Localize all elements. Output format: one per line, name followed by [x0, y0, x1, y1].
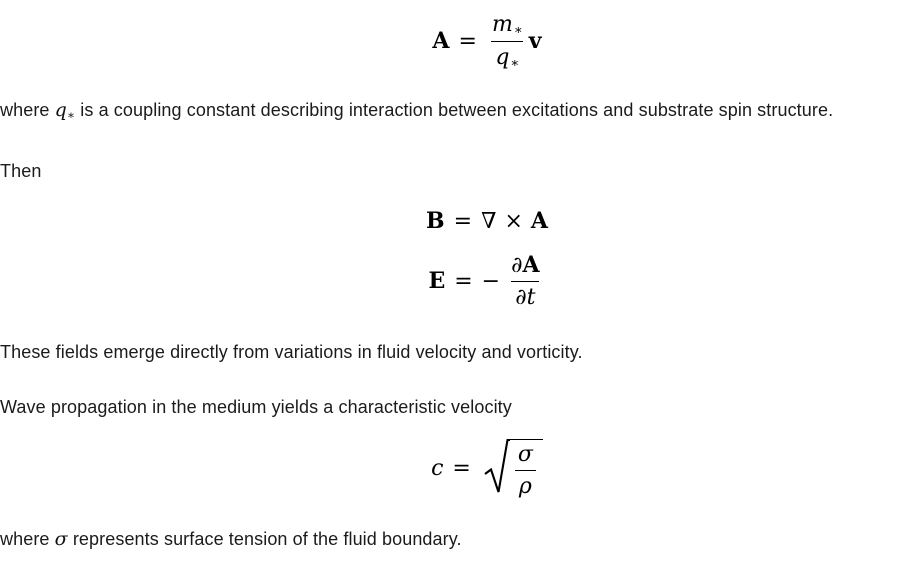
fraction-m-over-q — [488, 12, 527, 71]
equals-sign: = — [452, 456, 471, 482]
equation-magnetic-field — [0, 208, 910, 235]
fraction-dA-dt — [507, 253, 543, 311]
radicand — [509, 439, 543, 500]
equals-sign: = — [454, 269, 473, 295]
paragraph-surface-tension — [0, 527, 910, 552]
equals-sign: = — [453, 208, 473, 234]
var-A: A — [432, 27, 450, 54]
equation-vector-potential — [0, 12, 910, 71]
paragraph-fields: These fields emerge directly from variations in fluid velocity and vorticity. — [0, 341, 583, 362]
minus-sign: − — [481, 269, 501, 295]
var-E: E — [428, 268, 446, 295]
var-A: A — [530, 207, 548, 234]
var-q-inline: q — [54, 99, 67, 122]
cross-product-operator: × — [504, 208, 523, 234]
numerator-m-star: m∗ — [491, 12, 523, 38]
paragraph-coupling-constant — [0, 98, 910, 128]
radical-expression — [484, 438, 543, 500]
numerator-sigma: σ — [517, 441, 533, 467]
numerator-partial-A: ∂A — [511, 252, 540, 279]
denominator-rho: ρ — [515, 470, 536, 499]
denominator-partial-t: ∂t — [511, 281, 539, 310]
var-q-subscript: ∗ — [66, 108, 76, 123]
radical-sign-icon — [484, 438, 510, 498]
text-segment: is a coupling constant describing interaction between excitations and substrate spin structure. — [75, 100, 834, 121]
text-segment: where — [0, 100, 55, 121]
var-sigma-inline: σ — [54, 527, 68, 550]
equals-sign: = — [458, 28, 477, 54]
var-B: B — [426, 207, 445, 234]
var-v: v — [528, 27, 542, 54]
paragraph-wave-propagation: Wave propagation in the medium yields a characteristic velocity — [0, 396, 512, 417]
text-segment: represents surface tension of the fluid boundary. — [67, 528, 462, 549]
document — [0, 12, 910, 568]
equation-wave-speed — [0, 436, 910, 502]
equation-electric-field — [0, 253, 910, 311]
denominator-q-star: q∗ — [491, 41, 523, 71]
var-c: c — [431, 456, 444, 482]
paragraph-then: Then — [0, 161, 42, 182]
nabla-operator: ∇ — [481, 208, 497, 234]
text-segment: where — [0, 528, 55, 549]
fraction-sigma-over-rho — [514, 442, 537, 500]
